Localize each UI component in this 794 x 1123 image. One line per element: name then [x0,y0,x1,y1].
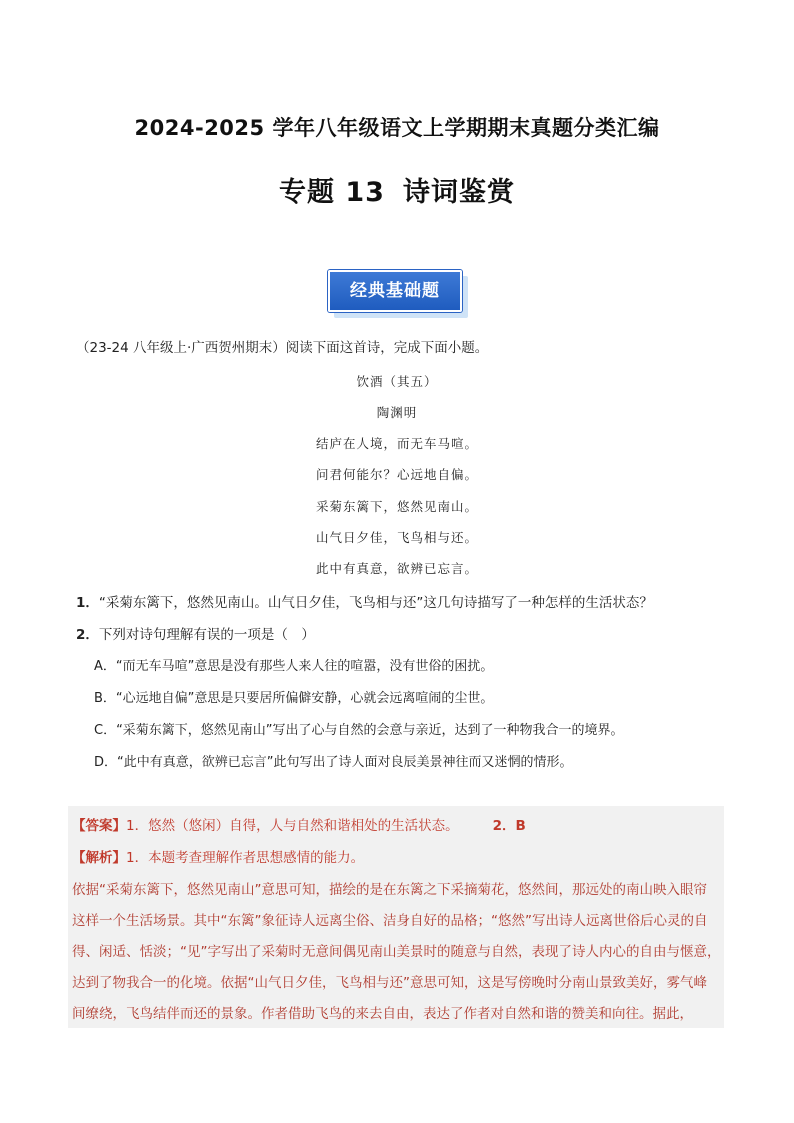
question-number: 2． [76,627,99,643]
option-b: B．“心远地自偏”意思是只要居所偏僻安静，心就会远离喧闹的尘世。 [94,691,494,706]
analysis-tag: 【解析】 [72,850,126,866]
option-d: D．“此中有真意，欲辨已忘言”此句写出了诗人面对良辰美景神往而又迷惘的情形。 [94,755,573,770]
poem-title: 饮酒（其五） [356,374,438,389]
banner-label: 经典基础题 [328,270,462,312]
poem-line: 采菊东篱下，悠然见南山。 [315,499,478,514]
question-text: “采菊东篱下，悠然见南山。山气日夕佳，飞鸟相与还”这几句诗描写了一种怎样的生活状态？ [98,595,653,611]
topic-title [0,170,794,209]
option-a: A．“而无车马喧”意思是没有那些人来人往的喧嚣，没有世俗的困扰。 [94,659,494,674]
analysis-line: 依据“采菊东篱下，悠然见南山”意思可知，描绘的是在东篱之下采摘菊花，悠然间，那远处的南山映入眼帘 [72,882,707,898]
topic-number: 专题 13 [279,177,385,208]
analysis-line: 得、闲适、恬淡；“见”字写出了采菊时无意间偶见南山美景时的随意与自然，表现了诗人内心的自由与惬意， [72,944,721,960]
document-title: 2024-2025 学年八年级语文上学期期末真题分类汇编 [134,116,660,140]
question-source: （23-24 八年级上·广西贺州期末）阅读下面这首诗，完成下面小题。 [76,340,489,356]
analysis-intro-line [72,846,364,866]
topic-name: 诗词鉴赏 [402,177,515,208]
analysis-line: 间缭绕，飞鸟结伴而还的景象。作者借助飞鸟的来去自由，表达了作者对自然和谐的赞美和向往。据此， [72,1006,693,1022]
analysis-intro: 1．本题考查理解作者思想感情的能力。 [126,850,365,866]
poem-line: 结庐在人境，而无车马喧。 [315,436,478,451]
analysis-line: 这样一个生活场景。其中“东篱”象征诗人远离尘俗、洁身自好的品格；“悠然”写出诗人远离世俗后心灵的自 [72,913,708,929]
option-c: C．“采菊东篱下，悠然见南山”写出了心与自然的会意与亲近，达到了一种物我合一的境界。 [94,723,624,738]
poem-author: 陶渊明 [376,405,418,420]
answer-part-1: 1．悠然（悠闲）自得，人与自然和谐相处的生活状态。 [126,818,459,834]
section-banner [328,270,468,318]
poem-line: 山气日夕佳，飞鸟相与还。 [315,530,478,545]
poem-line: 问君何能尔？心远地自偏。 [315,467,478,482]
answer-line [72,814,526,834]
answer-part-2: 2．B [492,818,526,834]
analysis-line: 达到了物我合一的化境。依据“山气日夕佳，飞鸟相与还”意思可知，这是写傍晚时分南山景致美好，雾气峰 [72,975,707,991]
question-1 [76,591,653,611]
question-2 [76,623,315,643]
question-text: 下列对诗句理解有误的一项是（ ） [98,627,315,643]
poem-line: 此中有真意，欲辨已忘言。 [315,561,478,576]
answer-tag: 【答案】 [72,818,126,834]
question-number: 1． [76,595,99,611]
